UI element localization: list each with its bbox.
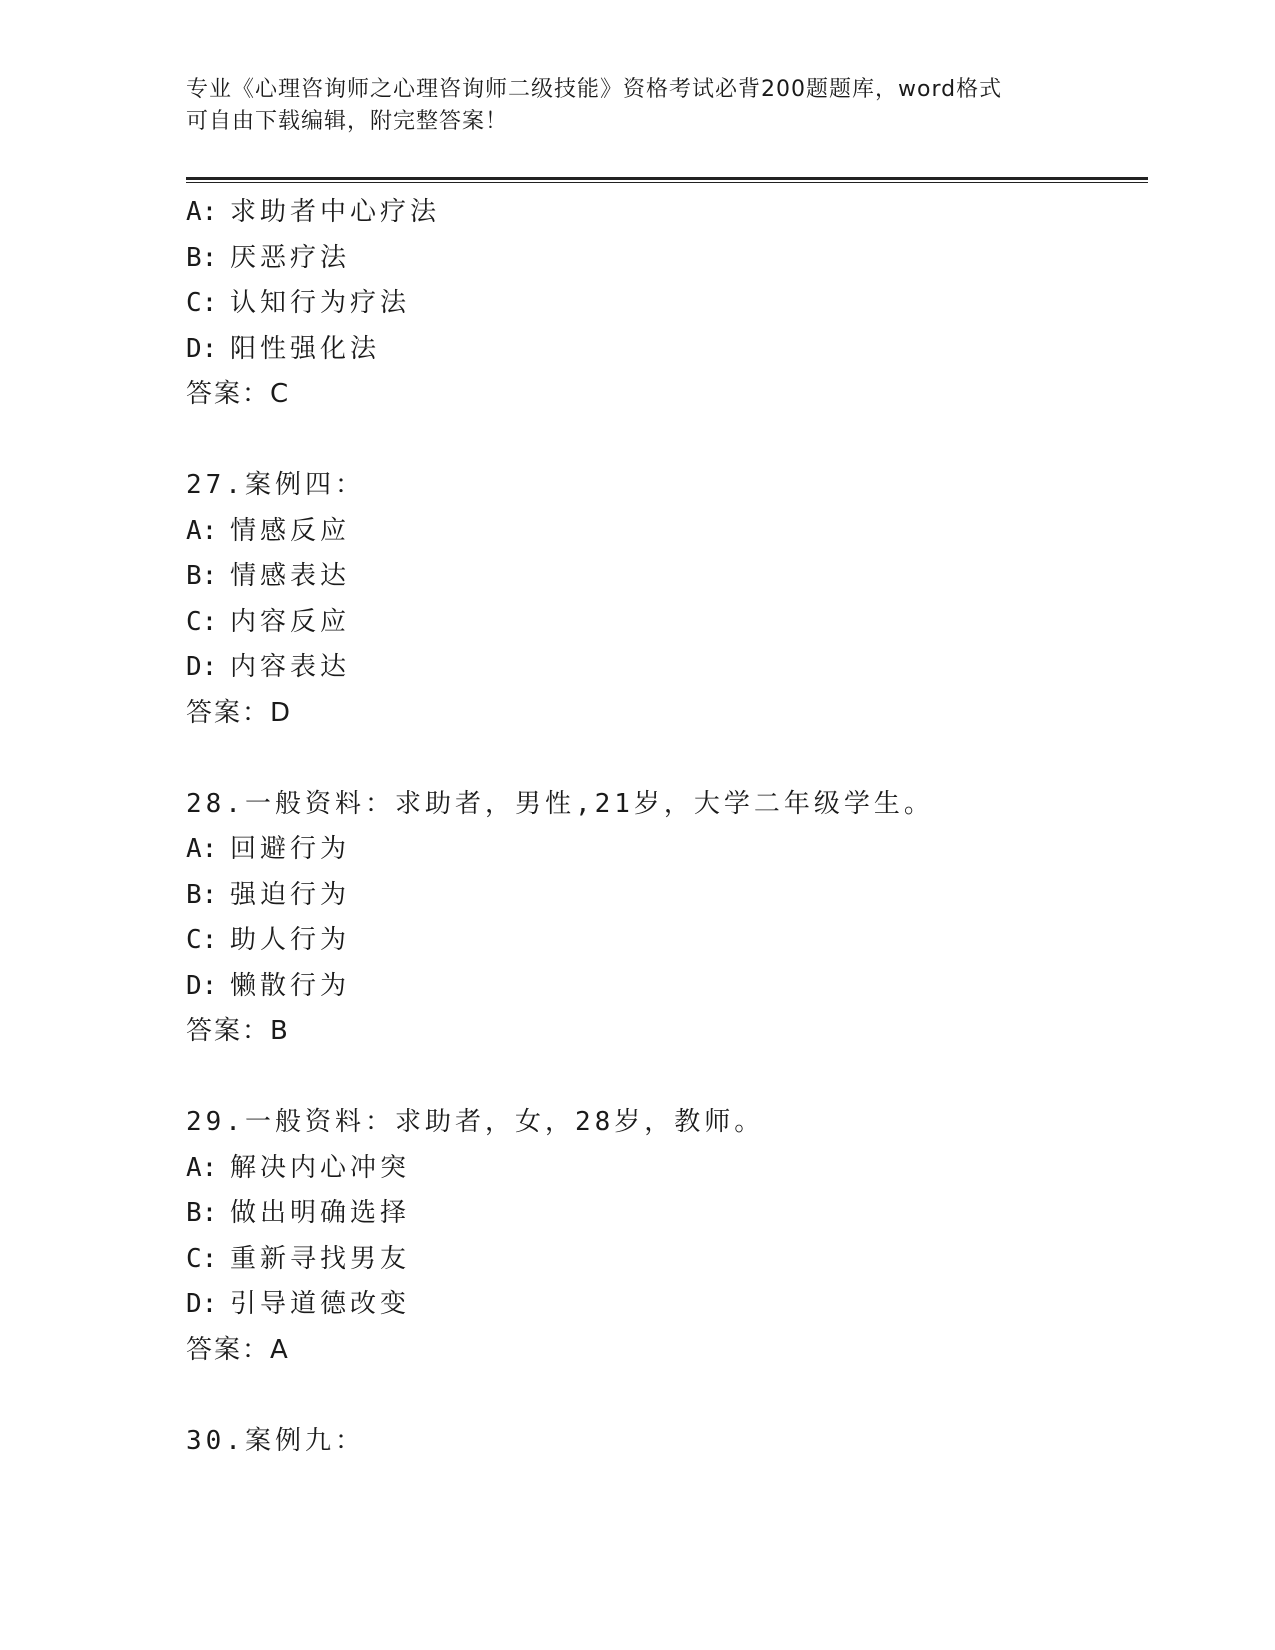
option-text: 重新寻找男友 xyxy=(230,1243,411,1274)
question-block-28 xyxy=(186,782,1146,1055)
option-letter: B: xyxy=(186,561,218,591)
header-line-1: 专业《心理咨询师之心理咨询师二级技能》资格考试必背200题题库，word格式 xyxy=(186,77,1003,102)
option-text: 回避行为 xyxy=(230,834,351,864)
question-block-30 xyxy=(186,1419,1146,1465)
option-letter: A: xyxy=(186,515,218,546)
option-b xyxy=(186,236,1146,282)
option-text: 情感反应 xyxy=(230,515,351,546)
option-text: 做出明确选择 xyxy=(230,1198,411,1228)
option-text: 助人行为 xyxy=(230,925,351,955)
option-letter: A: xyxy=(186,197,218,227)
option-letter: D: xyxy=(186,1289,218,1319)
answer-line: 答案：C xyxy=(186,379,291,409)
answer-line: 答案：D xyxy=(186,697,293,728)
option-letter: D: xyxy=(186,970,218,1001)
option-letter: C: xyxy=(186,1243,218,1274)
question-block-29 xyxy=(186,1100,1146,1373)
option-d xyxy=(186,327,1146,373)
option-text: 情感表达 xyxy=(230,561,351,591)
option-d xyxy=(186,645,1146,691)
option-b xyxy=(186,873,1146,919)
option-text: 内容反应 xyxy=(230,606,351,637)
option-b xyxy=(186,554,1146,600)
option-text: 懒散行为 xyxy=(230,970,351,1001)
question-title: 29.一般资料：求助者，女，28岁，教师。 xyxy=(186,1107,765,1137)
option-c xyxy=(186,918,1146,964)
option-letter: A: xyxy=(186,1152,218,1183)
option-a xyxy=(186,827,1146,873)
option-text: 厌恶疗法 xyxy=(230,242,351,273)
question-block-27 xyxy=(186,463,1146,736)
option-letter: B: xyxy=(186,1198,218,1228)
question-block-26 xyxy=(186,190,1146,418)
header-divider-thin xyxy=(186,182,1148,183)
option-text: 解决内心冲突 xyxy=(230,1152,411,1183)
option-c xyxy=(186,1237,1146,1283)
option-a xyxy=(186,509,1146,555)
answer-line: 答案：B xyxy=(186,1016,290,1046)
header-divider-thick xyxy=(186,177,1148,180)
option-c xyxy=(186,281,1146,327)
option-text: 求助者中心疗法 xyxy=(230,197,441,227)
header-line-2: 可自由下载编辑，附完整答案！ xyxy=(186,109,509,134)
question-list xyxy=(186,190,1146,1464)
spacer xyxy=(186,1055,1146,1101)
option-text: 认知行为疗法 xyxy=(230,288,411,318)
option-d xyxy=(186,1282,1146,1328)
option-d xyxy=(186,964,1146,1010)
option-letter: D: xyxy=(186,333,218,364)
option-c xyxy=(186,600,1146,646)
option-text: 阳性强化法 xyxy=(230,333,381,364)
option-letter: C: xyxy=(186,288,218,318)
question-title: 30.案例九： xyxy=(186,1425,365,1456)
option-a xyxy=(186,190,1146,236)
option-text: 引导道德改变 xyxy=(230,1289,411,1319)
question-title: 28.一般资料：求助者，男性,21岁，大学二年级学生。 xyxy=(186,788,934,819)
option-letter: B: xyxy=(186,242,218,273)
option-text: 内容表达 xyxy=(230,652,351,682)
answer-line: 答案：A xyxy=(186,1334,290,1365)
spacer xyxy=(186,1373,1146,1419)
option-b xyxy=(186,1191,1146,1237)
option-text: 强迫行为 xyxy=(230,879,351,910)
option-letter: C: xyxy=(186,606,218,637)
spacer xyxy=(186,418,1146,464)
option-letter: C: xyxy=(186,925,218,955)
question-title: 27.案例四： xyxy=(186,470,365,500)
option-letter: D: xyxy=(186,652,218,682)
option-letter: A: xyxy=(186,834,218,864)
document-header xyxy=(186,74,1086,138)
option-letter: B: xyxy=(186,879,218,910)
spacer xyxy=(186,736,1146,782)
option-a xyxy=(186,1146,1146,1192)
